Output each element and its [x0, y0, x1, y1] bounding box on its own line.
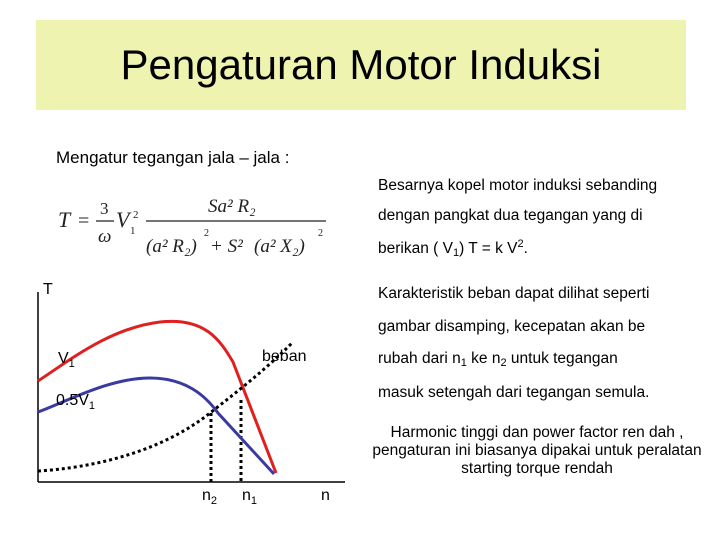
formula-denominator-plus: + S²	[210, 236, 243, 257]
line3-part-a: berikan ( V	[378, 240, 453, 257]
formula-denominator-sq1: 2	[204, 228, 209, 239]
formula-v: V	[116, 207, 130, 232]
line6-part-c: untuk tegangan	[506, 350, 618, 367]
n1-label-main: n	[242, 487, 251, 504]
paragraph-line-5: gambar disamping, kecepatan akan be	[378, 318, 646, 335]
line3-part-b: ) T = k V	[459, 240, 518, 257]
paragraph-line-1: Besarnya kopel motor induksi sebanding	[378, 177, 658, 194]
torque-speed-plot	[0, 270, 360, 520]
formula-denominator-b: (a² X₂)	[254, 236, 305, 257]
v1-label-sub: 1	[68, 358, 75, 370]
line6-part-a: rubah dari n	[378, 350, 461, 367]
line3-sup: 2	[517, 238, 524, 250]
n2-label-main: n	[202, 487, 211, 504]
load-curve-label: beban	[262, 348, 307, 365]
formula-three: 3	[100, 199, 109, 218]
half-label-main: 0.5V	[56, 392, 89, 409]
n2-label	[202, 487, 217, 505]
formula-v-sub: 1	[130, 225, 136, 237]
torque-axis-label: T	[43, 281, 53, 298]
formula-v-sup: 2	[133, 209, 139, 221]
line3-sub: 1	[452, 247, 460, 259]
formula-omega: ω	[98, 226, 112, 247]
half-voltage-curve-label	[56, 392, 95, 410]
line6-part-b: ke n	[466, 350, 501, 367]
v1-curve-label	[58, 350, 75, 368]
line6-sub-1: 1	[460, 357, 467, 369]
formula-numerator: Sa² R₂	[208, 196, 256, 217]
n1-label	[242, 487, 257, 505]
paragraph-line-7: masuk setengah dari tegangan semula.	[378, 384, 650, 401]
torque-formula	[50, 190, 340, 270]
v1-label-main: V	[58, 350, 69, 367]
n2-label-sub: 2	[210, 495, 218, 507]
speed-axis-label: n	[321, 487, 330, 504]
line6-sub-2: 2	[500, 357, 507, 369]
formula-denominator-a: (a² R₂)	[146, 236, 197, 257]
paragraph-line-6	[378, 350, 618, 368]
slide-title: Pengaturan Motor Induksi	[120, 41, 602, 88]
subtitle: Mengatur tegangan jala – jala :	[56, 148, 290, 167]
title-banner	[36, 20, 686, 110]
harmonic-note: Harmonic tinggi dan power factor ren dah , pengaturan ini biasanya dipakai untuk peralatan starting torque rendah	[372, 424, 702, 477]
half-label-sub: 1	[88, 400, 96, 412]
formula-t: T	[58, 207, 71, 232]
paragraph-line-2: dengan pangkat dua tegangan yang di	[378, 207, 643, 224]
formula-equals: =	[78, 210, 90, 232]
paragraph-line-3	[378, 240, 528, 258]
torque-speed-diagram	[0, 270, 360, 520]
n1-label-sub: 1	[250, 495, 258, 507]
line3-part-c: .	[523, 240, 528, 257]
paragraph-line-4: Karakteristik beban dapat dilihat seperti	[378, 285, 650, 302]
formula-denominator-sq2: 2	[318, 228, 323, 239]
